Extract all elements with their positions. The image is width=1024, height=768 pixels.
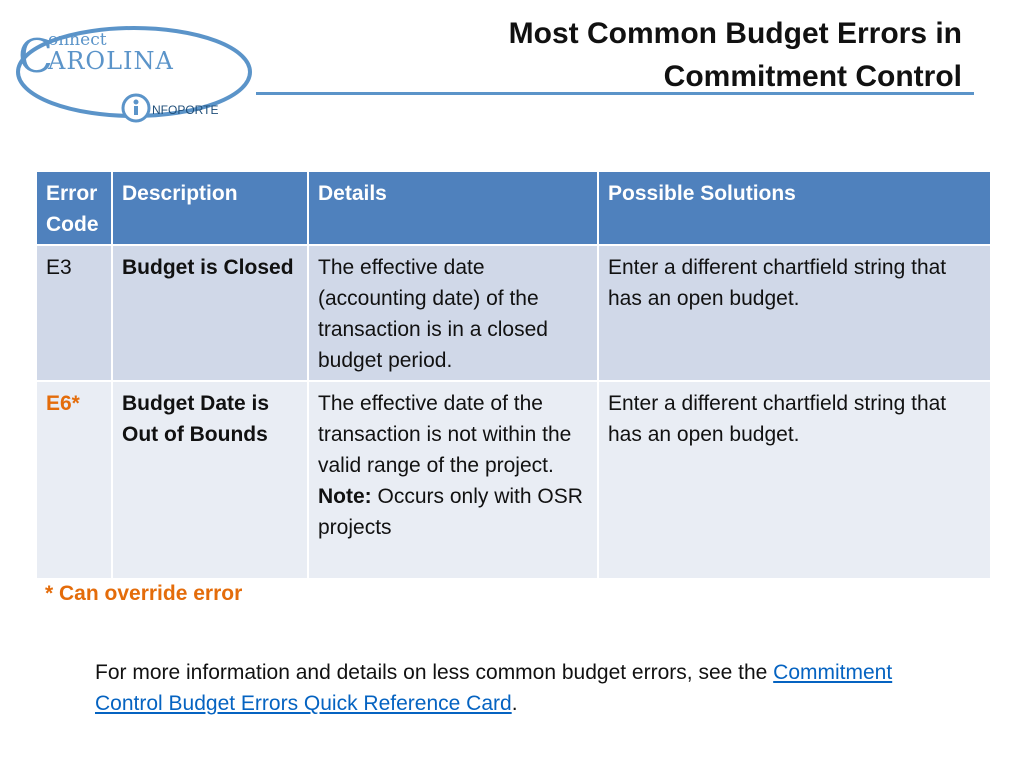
error-code-cell: E3: [36, 245, 112, 381]
solution-cell: Enter a different chartfield string that has an open budget.: [598, 245, 991, 381]
table-row: [36, 381, 991, 579]
details-cell: [308, 381, 598, 579]
header-error-code: Error Code: [36, 171, 112, 245]
connectcarolina-logo: [10, 14, 258, 130]
details-text: The effective date of the transaction is not within the valid range of the project.: [318, 392, 572, 477]
svg-text:C: C: [18, 29, 54, 83]
note-text: Occurs only with OSR projects: [318, 485, 583, 539]
table-row: [36, 245, 991, 381]
override-footnote: * Can override error: [45, 582, 243, 605]
budget-errors-table: [35, 170, 992, 580]
title-line-1: Most Common Budget Errors in: [508, 17, 962, 50]
svg-text:onnect: onnect: [48, 30, 107, 50]
title-line-2: Commitment Control: [663, 60, 962, 93]
solution-cell: Enter a different chartfield string that has an open budget.: [598, 381, 991, 579]
note-label: Note:: [318, 485, 372, 508]
svg-text:AROLINA: AROLINA: [48, 47, 174, 75]
error-code-cell: E6*: [36, 381, 112, 579]
header-possible-solutions: Possible Solutions: [598, 171, 991, 245]
more-info-text: For more information and details on less common budget errors, see the: [95, 661, 774, 684]
details-cell: The effective date (accounting date) of the transaction is in a closed budget period.: [308, 245, 598, 381]
description-cell: Budget is Closed: [112, 245, 308, 381]
header-description: Description: [112, 171, 308, 245]
svg-text:NFOPORTE: NFOPORTE: [152, 103, 219, 117]
more-info-paragraph: [95, 657, 915, 719]
header-details: Details: [308, 171, 598, 245]
page-title: [362, 12, 962, 98]
more-info-end: .: [511, 692, 518, 715]
quick-reference-card-link[interactable]: Commitment Control Budget Errors Quick Reference Card: [95, 661, 893, 715]
description-cell: Budget Date is Out of Bounds: [112, 381, 308, 579]
table-header-row: [36, 171, 991, 245]
title-divider: [256, 92, 974, 95]
